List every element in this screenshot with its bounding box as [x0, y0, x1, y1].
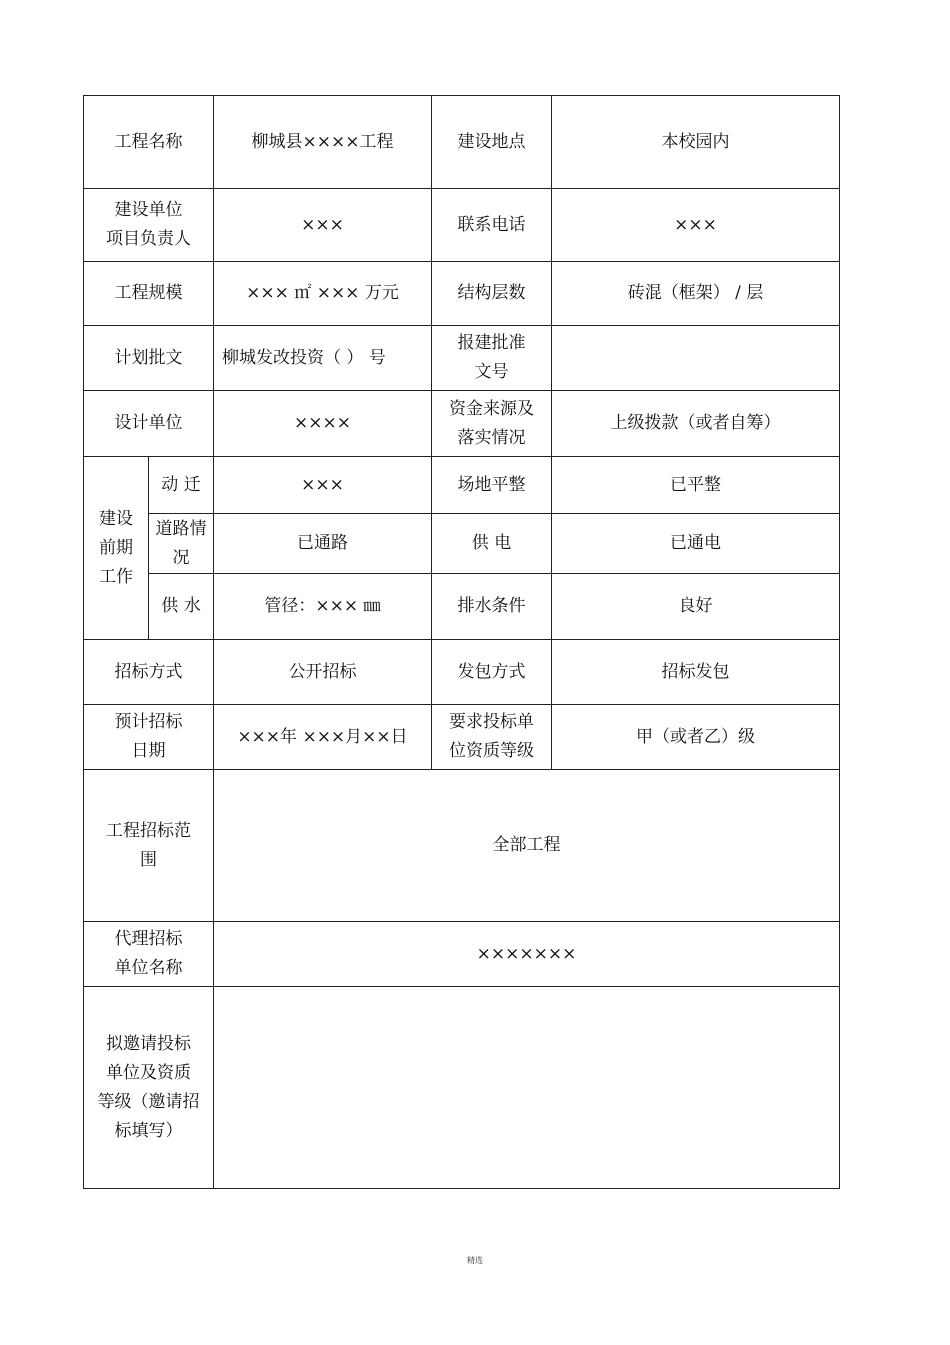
row-road: [84, 514, 840, 574]
relocation-label: 动 迁: [149, 457, 214, 514]
water-value: 管径：××× ㎜: [214, 574, 432, 640]
agent-value: ×××××××: [214, 922, 840, 987]
relocation-value: ×××: [214, 457, 432, 514]
bid-method-value: 公开招标: [214, 640, 432, 705]
bid-date-label: 预计招标 日期: [84, 705, 214, 770]
site-value: 已平整: [552, 457, 840, 514]
road-value: 已通路: [214, 514, 432, 574]
row-project-name: [84, 96, 840, 189]
row-designer: [84, 391, 840, 457]
power-value: 已通电: [552, 514, 840, 574]
scale-value: ××× ㎡ ××× 万元: [214, 262, 432, 326]
owner-value: ×××: [214, 189, 432, 262]
project-name-value: 柳城县××××工程: [214, 96, 432, 189]
permit-label: 报建批准 文号: [432, 326, 552, 391]
owner-label: 建设单位 项目负责人: [84, 189, 214, 262]
road-label: 道路情况: [149, 514, 214, 574]
contract-value: 招标发包: [552, 640, 840, 705]
qualification-label: 要求投标单 位资质等级: [432, 705, 552, 770]
approval-value: 柳城发改投资（ ） 号: [214, 326, 432, 391]
qualification-value: 甲（或者乙）级: [552, 705, 840, 770]
funding-label: 资金来源及 落实情况: [432, 391, 552, 457]
location-label: 建设地点: [432, 96, 552, 189]
prework-label: 建设 前期 工作: [84, 457, 149, 640]
row-relocation: [84, 457, 840, 514]
row-bid-date: [84, 705, 840, 770]
contract-label: 发包方式: [432, 640, 552, 705]
approval-label: 计划批文: [84, 326, 214, 391]
designer-label: 设计单位: [84, 391, 214, 457]
scope-value: 全部工程: [214, 770, 840, 922]
power-label: 供 电: [432, 514, 552, 574]
row-bid-method: [84, 640, 840, 705]
bid-date-value: ×××年 ×××月××日: [214, 705, 432, 770]
invite-label: 拟邀请投标 单位及资质 等级（邀请招 标填写）: [84, 987, 214, 1189]
phone-value: ×××: [552, 189, 840, 262]
invite-value: [214, 987, 840, 1189]
phone-label: 联系电话: [432, 189, 552, 262]
location-value: 本校园内: [552, 96, 840, 189]
project-name-label: 工程名称: [84, 96, 214, 189]
bidding-registration-form: [83, 95, 840, 1189]
structure-label: 结构层数: [432, 262, 552, 326]
scale-label: 工程规模: [84, 262, 214, 326]
page-footer: 精选: [467, 1256, 483, 1265]
agent-label: 代理招标 单位名称: [84, 922, 214, 987]
scope-label: 工程招标范 围: [84, 770, 214, 922]
permit-value: [552, 326, 840, 391]
site-label: 场地平整: [432, 457, 552, 514]
row-scope: [84, 770, 840, 922]
row-approval: [84, 326, 840, 391]
row-agent: [84, 922, 840, 987]
row-water: [84, 574, 840, 640]
designer-value: ××××: [214, 391, 432, 457]
drainage-value: 良好: [552, 574, 840, 640]
water-label: 供 水: [149, 574, 214, 640]
bid-method-label: 招标方式: [84, 640, 214, 705]
structure-value: 砖混（框架） / 层: [552, 262, 840, 326]
row-invite: [84, 987, 840, 1189]
row-owner: [84, 189, 840, 262]
row-scale: [84, 262, 840, 326]
funding-value: 上级拨款（或者自筹）: [552, 391, 840, 457]
drainage-label: 排水条件: [432, 574, 552, 640]
